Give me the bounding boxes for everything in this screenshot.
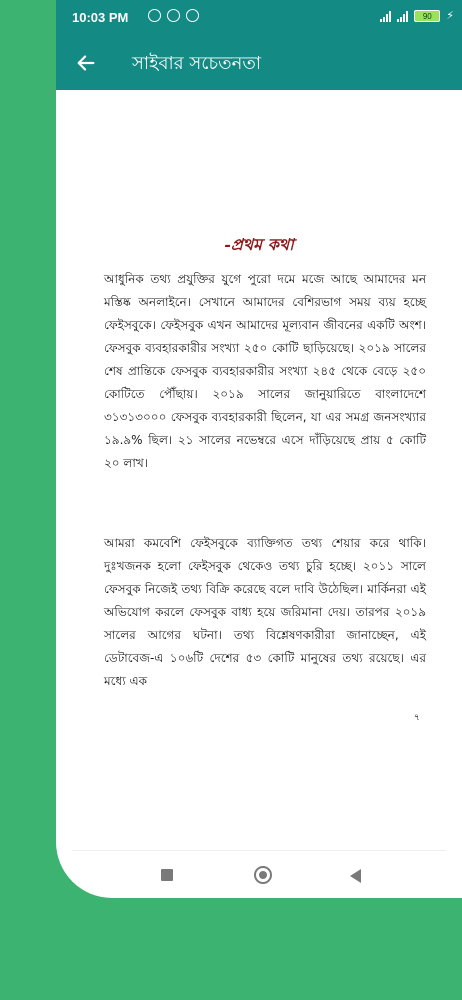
notification-icon bbox=[148, 9, 161, 22]
system-icons bbox=[380, 10, 454, 22]
chapter-title: -প্রথম কথা bbox=[224, 235, 294, 254]
navigation-bar bbox=[56, 850, 462, 898]
arrow-left-icon bbox=[75, 52, 97, 74]
status-time: 10:03 PM bbox=[72, 10, 129, 25]
back-button[interactable] bbox=[70, 47, 102, 79]
signal-icon bbox=[397, 10, 408, 22]
signal-icon bbox=[380, 10, 391, 22]
circle-icon[interactable] bbox=[254, 866, 272, 884]
square-icon[interactable] bbox=[161, 869, 173, 881]
triangle-back-icon[interactable] bbox=[350, 869, 361, 883]
divider bbox=[72, 850, 446, 851]
battery-icon: 90 bbox=[414, 10, 440, 22]
phone-screen bbox=[56, 0, 462, 898]
page-number: ৭ bbox=[414, 713, 420, 723]
notification-icon bbox=[186, 9, 199, 22]
charging-icon: ⚡ bbox=[446, 9, 454, 22]
app-bar bbox=[56, 36, 462, 90]
article-paragraph: আমরা কমবেশি ফেইসবুকে ব্যাক্তিগত তথ্য শেয়ার করে থাকি। দুঃখজনক হলো ফেইসবুক থেকেও তথ্য চুরি হচ্ছে। ২০১১ সালে ফেসবুক নিজেই তথ্য বিক্রি করেছে বলে দাবি উঠেছিল। মার্কিনরা এই অভিযোগ করলে ফেসবুক বাধ্য হয়ে জরিমানা দেয়। তারপর ২০১৯ সালের আগের ঘটনা। তথ্য বিশ্লেষণকারীরা জানাচ্ছেন, এই ডেটাবেজ-এ ১০৬টি দেশের ৫৩ কোটি মানুষের তথ্য রয়েছে। এর মধ্যে এক bbox=[104, 536, 426, 688]
notification-icon bbox=[167, 9, 180, 22]
article-paragraph: আধুনিক তথ্য প্রযুক্তির যুগে পুরো দমে মজে আছে আমাদের মন মস্তিষ্ক অনলাইনে। সেখানে আমাদের বেশিরভাগ সময় ব্যয় হচ্ছে ফেইসবুকে। ফেইসবুক এখন আমাদের মূল্যবান জীবনের একটি অংশ। ফেসবুক ব্যবহারকারীর সংখ্যা ২৫০ কোটি ছাড়িয়েছে। ২০১৯ সালের শেষ প্রান্তিকে ফেসবুক ব্যবহারকারীর সংখ্যা ২৪৫ থেকে বেড়ে ২৫০ কোটিতে পৌঁছায়। ২০১৯ সালের জানুয়ারিতে বাংলাদেশে ৩১৩১৩০০০ ফেসবুক ব্যবহারকারী ছিলেন, যা এর সমগ্র জনসংখ্যার ১৯.৯% ছিল। ২১ সালের নভেম্বরে এসে দাঁড়িয়েছে প্রায় ৫ কোটি ২০ লাখ। bbox=[104, 272, 426, 470]
status-bar bbox=[56, 0, 462, 36]
notification-icons bbox=[148, 9, 199, 22]
article-content[interactable] bbox=[56, 90, 462, 850]
page-title: সাইবার সচেতনতা bbox=[132, 53, 262, 74]
